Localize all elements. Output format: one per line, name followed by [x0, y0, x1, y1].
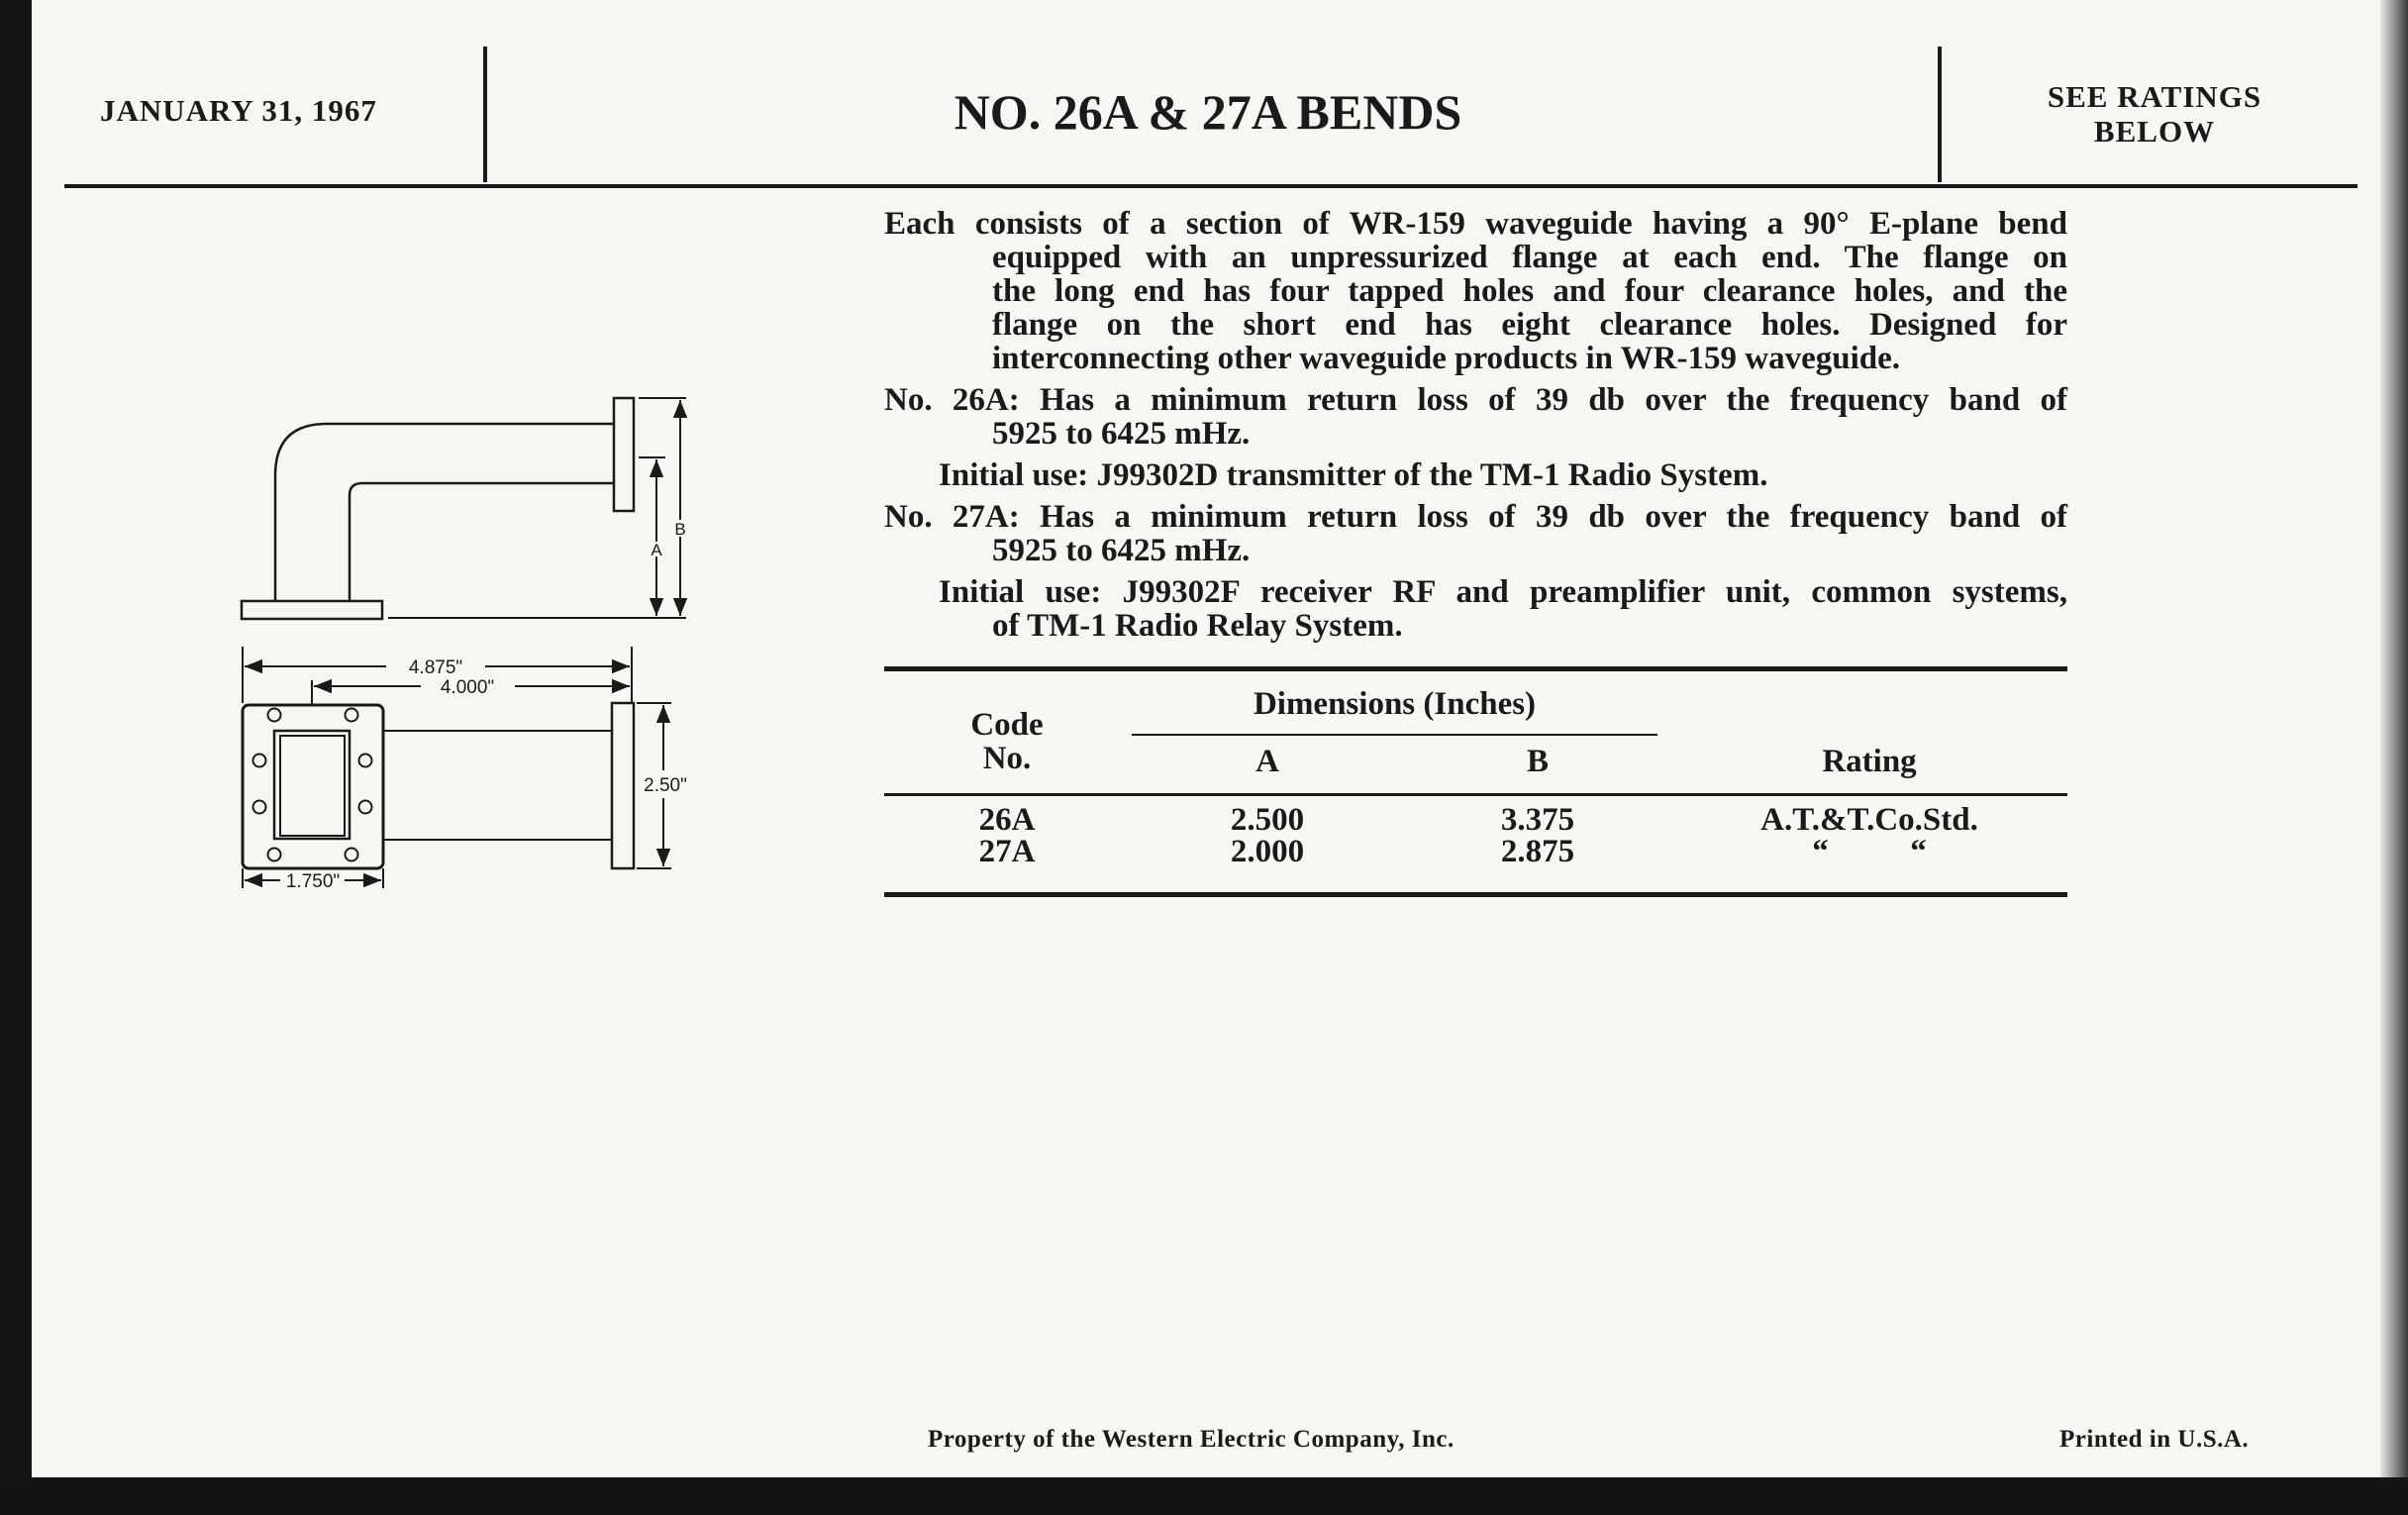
intro-line: equipped with an unpressurized flange at each end. The flange on — [992, 240, 2067, 275]
long-end-flange — [614, 398, 634, 511]
ratings-note-line: SEE RATINGS — [2047, 79, 2262, 114]
page-title: NO. 26A & 27A BENDS — [953, 84, 1462, 140]
no27a-line: 5925 to 6425 mHz. — [992, 533, 1251, 568]
cell-a: 2.000 — [1230, 834, 1305, 869]
cell-rating: “ “ — [1812, 834, 1927, 869]
dim-pipe-length: 4.000" — [440, 677, 495, 698]
ratings-note-line: BELOW — [2093, 114, 2216, 149]
intro-line: flange on the short end has eight clearance holes. Designed for — [992, 307, 2067, 343]
footer-printed: Printed in U.S.A. — [2059, 1426, 2250, 1453]
cell-b: 3.375 — [1500, 802, 1575, 838]
code-header-line: Code — [970, 707, 1044, 743]
code-header-line: No. — [982, 741, 1032, 776]
issue-date: JANUARY 31, 1967 — [100, 93, 377, 128]
inner-bend-wall — [350, 483, 614, 601]
cell-code: 26A — [978, 802, 1036, 838]
dim-flange-height: 2.50" — [644, 775, 687, 796]
footer-property: Property of the Western Electric Company, Inc. — [928, 1426, 1455, 1453]
cell-code: 27A — [978, 834, 1036, 869]
intro-line: interconnecting other waveguide products in WR-159 waveguide. — [992, 341, 1900, 376]
no26a-line: 5925 to 6425 mHz. — [992, 416, 1251, 452]
no27a-line: No. 27A: Has a minimum return loss of 39 db over the frequency band of — [884, 499, 2067, 535]
dim-overall-length: 4.875" — [408, 657, 463, 678]
dim-label-b: B — [674, 520, 686, 539]
no27a-use-line: Initial use: J99302F receiver RF and preamplifier unit, common systems, — [939, 574, 2067, 610]
dimensions-group-header: Dimensions (Inches) — [1253, 686, 1537, 722]
no26a-use: Initial use: J99302D transmitter of the TM-1 Radio System. — [939, 457, 1768, 493]
col-header-a: A — [1255, 744, 1279, 779]
dim-flange-width: 1.750" — [285, 871, 341, 892]
cell-b: 2.875 — [1500, 834, 1575, 869]
intro-line: Each consists of a section of WR-159 waveguide having a 90° E-plane bend — [884, 206, 2067, 242]
intro-line: the long end has four tapped holes and four clearance holes, and the — [992, 273, 2067, 309]
side-view — [242, 398, 686, 619]
no27a-use-line: of TM-1 Radio Relay System. — [992, 608, 1403, 644]
short-end-flange — [242, 601, 382, 619]
cell-rating: A.T.&T.Co.Std. — [1760, 802, 1978, 838]
dim-label-a: A — [651, 541, 662, 559]
col-header-b: B — [1526, 744, 1549, 779]
no26a-line: No. 26A: Has a minimum return loss of 39 db over the frequency band of — [884, 382, 2067, 418]
cell-a: 2.500 — [1230, 802, 1305, 838]
end-flange — [612, 703, 634, 868]
outer-bend-wall — [275, 424, 614, 601]
col-header-rating: Rating — [1822, 744, 1917, 779]
